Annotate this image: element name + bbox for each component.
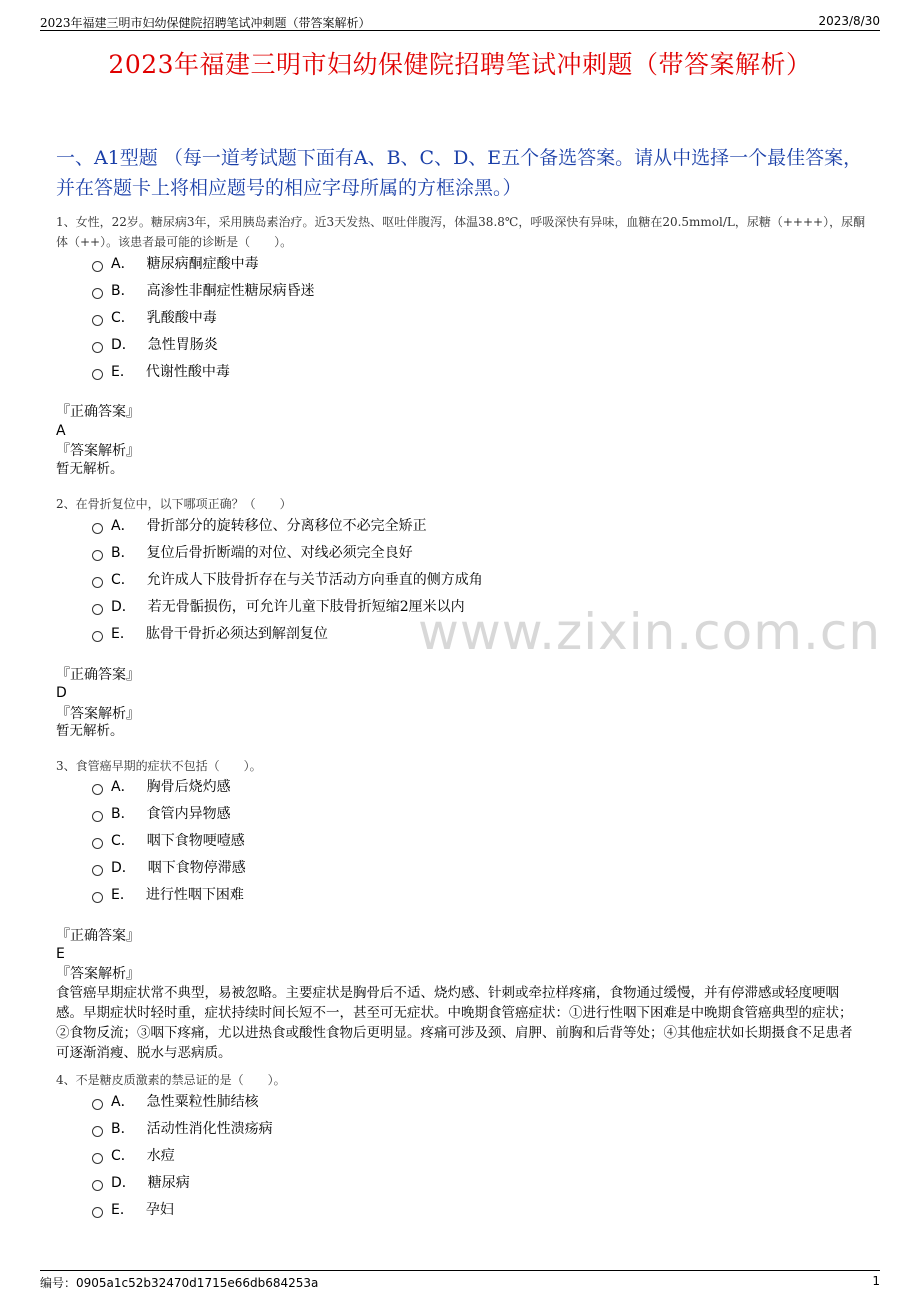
question-1-option-a[interactable]: A． 糖尿病酮症酸中毒 — [92, 254, 259, 274]
question-2-option-b[interactable]: B． 复位后骨折断端的对位、对线必须完全良好 — [92, 543, 413, 563]
watermark: www.zixin.com.cn — [418, 603, 882, 661]
question-1-option-d[interactable]: D． 急性胃肠炎 — [92, 335, 218, 355]
radio-icon[interactable] — [92, 811, 103, 822]
radio-icon[interactable] — [92, 1207, 103, 1218]
radio-icon[interactable] — [92, 261, 103, 272]
question-4-option-a[interactable]: A． 急性粟粒性肺结核 — [92, 1092, 259, 1112]
radio-icon[interactable] — [92, 892, 103, 903]
question-1-explanation: 暂无解析。 — [56, 461, 124, 477]
question-4-option-b[interactable]: B． 活动性消化性溃疡病 — [92, 1119, 273, 1139]
question-1-option-c[interactable]: C． 乳酸酸中毒 — [92, 308, 217, 328]
question-3-stem: 3、食管癌早期的症状不包括（ ）。 — [56, 759, 262, 773]
question-4-option-c[interactable]: C． 水痘 — [92, 1146, 175, 1166]
radio-icon[interactable] — [92, 784, 103, 795]
question-1-stem: 1、女性，22岁。糖尿病3年，采用胰岛素治疗。近3天发热、呕吐伴腹泻，体温38.8℃，呼吸深快有异味，血糖在20.5mmol/L，尿糖（++++），尿酮体（++）。该患者最可能的诊断是（ ）。 — [56, 215, 866, 249]
question-2-explanation: 暂无解析。 — [56, 723, 124, 739]
question-3-option-b[interactable]: B． 食管内异物感 — [92, 804, 231, 824]
radio-icon[interactable] — [92, 342, 103, 353]
radio-icon[interactable] — [92, 523, 103, 534]
footer-page-number: 1 — [872, 1274, 880, 1288]
explanation-label: 『答案解析』 — [56, 443, 140, 459]
radio-icon[interactable] — [92, 577, 103, 588]
radio-icon[interactable] — [92, 1180, 103, 1191]
radio-icon[interactable] — [92, 550, 103, 561]
radio-icon[interactable] — [92, 315, 103, 326]
question-3-option-c[interactable]: C． 咽下食物哽噎感 — [92, 831, 245, 851]
question-4-option-e[interactable]: E． 孕妇 — [92, 1200, 174, 1220]
radio-icon[interactable] — [92, 1126, 103, 1137]
footer-doc-id: 编号：0905a1c52b32470d1715e66db684253a — [40, 1276, 319, 1290]
radio-icon[interactable] — [92, 369, 103, 380]
radio-icon[interactable] — [92, 865, 103, 876]
answer-label: 『正确答案』 — [56, 404, 140, 420]
radio-icon[interactable] — [92, 631, 103, 642]
question-1-answer: A — [56, 423, 66, 439]
page-title: 2023年福建三明市妇幼保健院招聘笔试冲刺题（带答案解析） — [108, 50, 812, 79]
header-date: 2023/8/30 — [818, 14, 880, 28]
question-2-option-c[interactable]: C． 允许成人下肢骨折存在与关节活动方向垂直的侧方成角 — [92, 570, 483, 590]
question-2-option-e[interactable]: E． 肱骨干骨折必须达到解剖复位 — [92, 624, 328, 644]
answer-label: 『正确答案』 — [56, 667, 140, 683]
question-3-option-a[interactable]: A． 胸骨后烧灼感 — [92, 777, 231, 797]
question-4-option-d[interactable]: D． 糖尿病 — [92, 1173, 190, 1193]
header-doc-title: 2023年福建三明市妇幼保健院招聘笔试冲刺题（带答案解析） — [40, 16, 371, 30]
radio-icon[interactable] — [92, 288, 103, 299]
question-3-option-d[interactable]: D． 咽下食物停滞感 — [92, 858, 246, 878]
question-3-option-e[interactable]: E． 进行性咽下困难 — [92, 885, 244, 905]
radio-icon[interactable] — [92, 604, 103, 615]
question-2-option-d[interactable]: D． 若无骨骺损伤，可允许儿童下肢骨折短缩2厘米以内 — [92, 597, 465, 617]
page-footer — [40, 1270, 880, 1290]
question-1-option-b[interactable]: B． 高渗性非酮症性糖尿病昏迷 — [92, 281, 315, 301]
page-header — [40, 10, 880, 31]
explanation-label: 『答案解析』 — [56, 706, 140, 722]
radio-icon[interactable] — [92, 838, 103, 849]
section-title: 一、A1型题 （每一道考试题下面有A、B、C、D、E五个备选答案。请从中选择一个最佳答案，并在答题卡上将相应题号的相应字母所属的方框涂黑。） — [56, 147, 863, 199]
question-4-stem: 4、不是糖皮质激素的禁忌证的是（ ）。 — [56, 1073, 286, 1087]
explanation-label: 『答案解析』 — [56, 966, 140, 982]
radio-icon[interactable] — [92, 1153, 103, 1164]
question-1-option-e[interactable]: E． 代谢性酸中毒 — [92, 362, 230, 382]
question-2-answer: D — [56, 685, 67, 701]
question-3-answer: E — [56, 946, 65, 962]
question-2-option-a[interactable]: A． 骨折部分的旋转移位、分离移位不必完全矫正 — [92, 516, 427, 536]
question-2-stem: 2、在骨折复位中，以下哪项正确？（ ） — [56, 497, 292, 511]
radio-icon[interactable] — [92, 1099, 103, 1110]
question-3-explanation: 食管癌早期症状常不典型，易被忽略。主要症状是胸骨后不适、烧灼感、针刺或牵拉样疼痛，食物通过缓慢，并有停滞感或轻度哽咽感。早期症状时轻时重，症状持续时间长短不一，甚至可无症状。中晚期食管癌症状：①进行性咽下困难是中晚期食管癌典型的症状；②食物反流；③咽下疼痛，尤以进热食或酸性食物后更明显。疼痛可涉及颈、肩胛、前胸和后背等处；④其他症状如长期摄食不足患者可逐渐消瘦、脱水与恶病质。 — [56, 985, 853, 1061]
answer-label: 『正确答案』 — [56, 928, 140, 944]
